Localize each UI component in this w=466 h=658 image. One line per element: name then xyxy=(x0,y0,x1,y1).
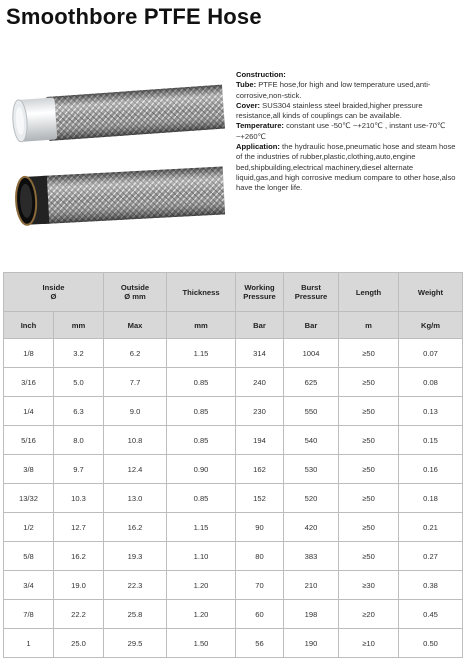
table-cell: 0.85 xyxy=(167,397,236,426)
cover-spec: Cover: SUS304 stainless steel braided,higher pressure resistance,all kinds of couplings can be available. xyxy=(236,100,423,121)
tube-spec: Tube: PTFE hose,for high and low temperature used,anti-corrosive,non-stick. xyxy=(236,80,431,100)
table-cell: 3/8 xyxy=(4,455,54,484)
table-cell: 1 xyxy=(4,629,54,658)
table-cell: ≥50 xyxy=(339,339,399,368)
table-cell: 16.2 xyxy=(104,513,167,542)
table-cell: ≥30 xyxy=(339,571,399,600)
header-length: Length xyxy=(339,273,399,312)
table-cell: 90 xyxy=(236,513,284,542)
table-cell: 152 xyxy=(236,484,284,513)
unit-max: Max xyxy=(104,312,167,339)
table-cell: 3/4 xyxy=(4,571,54,600)
table-cell: 25.0 xyxy=(54,629,104,658)
table-row xyxy=(4,542,463,571)
table-cell: 0.85 xyxy=(167,368,236,397)
table-cell: 5/8 xyxy=(4,542,54,571)
table-cell: 1.20 xyxy=(167,600,236,629)
table-row xyxy=(4,368,463,397)
table-cell: 0.08 xyxy=(399,368,463,397)
table-cell: 8.0 xyxy=(54,426,104,455)
table-cell: 625 xyxy=(284,368,339,397)
table-cell: 1.15 xyxy=(167,513,236,542)
table-cell: 194 xyxy=(236,426,284,455)
table-cell: 3.2 xyxy=(54,339,104,368)
table-cell: 0.18 xyxy=(399,484,463,513)
table-cell: 29.5 xyxy=(104,629,167,658)
table-cell: 530 xyxy=(284,455,339,484)
table-cell: 12.7 xyxy=(54,513,104,542)
table-cell: 0.13 xyxy=(399,397,463,426)
table-row xyxy=(4,397,463,426)
table-cell: 314 xyxy=(236,339,284,368)
table-cell: 1/8 xyxy=(4,339,54,368)
table-cell: 6.3 xyxy=(54,397,104,426)
table-cell: 6.2 xyxy=(104,339,167,368)
table-cell: 7.7 xyxy=(104,368,167,397)
header-outside: Outside Ø mm xyxy=(104,273,167,312)
table-row xyxy=(4,600,463,629)
table-cell: 19.3 xyxy=(104,542,167,571)
table-cell: 190 xyxy=(284,629,339,658)
table-cell: 0.85 xyxy=(167,426,236,455)
upper-hose-image xyxy=(11,85,225,144)
product-description xyxy=(236,70,462,194)
table-cell: 1004 xyxy=(284,339,339,368)
unit-weight: Kg/m xyxy=(399,312,463,339)
table-cell: 5/16 xyxy=(4,426,54,455)
table-cell: 10.8 xyxy=(104,426,167,455)
table-cell: 80 xyxy=(236,542,284,571)
unit-working-bar: Bar xyxy=(236,312,284,339)
table-cell: 25.8 xyxy=(104,600,167,629)
table-cell: 12.4 xyxy=(104,455,167,484)
header-inside: Inside Ø xyxy=(4,273,104,312)
table-cell: ≥20 xyxy=(339,600,399,629)
table-cell: 5.0 xyxy=(54,368,104,397)
table-cell: 22.3 xyxy=(104,571,167,600)
table-row xyxy=(4,455,463,484)
spec-table-body xyxy=(4,339,463,658)
table-cell: 13/32 xyxy=(4,484,54,513)
table-cell: 1.15 xyxy=(167,339,236,368)
unit-mm: mm xyxy=(54,312,104,339)
table-row xyxy=(4,629,463,658)
table-cell: 383 xyxy=(284,542,339,571)
table-cell: ≥50 xyxy=(339,426,399,455)
header-working-pressure: Working Pressure xyxy=(236,273,284,312)
table-cell: 1.20 xyxy=(167,571,236,600)
unit-thickness-mm: mm xyxy=(167,312,236,339)
table-cell: ≥10 xyxy=(339,629,399,658)
lower-hose-image xyxy=(15,166,225,225)
table-cell: ≥50 xyxy=(339,484,399,513)
table-cell: ≥50 xyxy=(339,455,399,484)
table-cell: ≥50 xyxy=(339,542,399,571)
table-cell: ≥50 xyxy=(339,368,399,397)
table-cell: 19.0 xyxy=(54,571,104,600)
table-cell: 60 xyxy=(236,600,284,629)
table-cell: 540 xyxy=(284,426,339,455)
table-cell: ≥50 xyxy=(339,397,399,426)
spec-table xyxy=(3,272,463,658)
table-cell: 0.90 xyxy=(167,455,236,484)
table-cell: 198 xyxy=(284,600,339,629)
table-cell: 9.7 xyxy=(54,455,104,484)
header-thickness: Thickness xyxy=(167,273,236,312)
table-cell: 22.2 xyxy=(54,600,104,629)
application-spec: Application: the hydraulic hose,pneumatic hose and steam hose of the industries of rubber,plastic,clothing,auto,engine bed,shipbuilding,electrical machinery,diesel alternate liquid,gas,and high corrosive medium compare to other hose,also have the longer life. xyxy=(236,142,456,193)
construction-heading: Construction: xyxy=(236,70,286,79)
table-cell: 3/16 xyxy=(4,368,54,397)
table-cell: 210 xyxy=(284,571,339,600)
table-row xyxy=(4,513,463,542)
table-cell: 0.50 xyxy=(399,629,463,658)
temperature-spec: Temperature: constant use -50℃ ~+210℃ , instant use-70℃ ~+260℃ xyxy=(236,121,446,141)
table-cell: 0.16 xyxy=(399,455,463,484)
hose-product-image xyxy=(8,78,230,234)
table-cell: 56 xyxy=(236,629,284,658)
table-cell: 0.21 xyxy=(399,513,463,542)
table-row xyxy=(4,426,463,455)
table-cell: 0.85 xyxy=(167,484,236,513)
table-cell: 10.3 xyxy=(54,484,104,513)
table-cell: 0.27 xyxy=(399,542,463,571)
unit-burst-bar: Bar xyxy=(284,312,339,339)
table-cell: 550 xyxy=(284,397,339,426)
table-cell: 16.2 xyxy=(54,542,104,571)
table-row xyxy=(4,484,463,513)
table-cell: 420 xyxy=(284,513,339,542)
table-row xyxy=(4,571,463,600)
table-cell: 0.38 xyxy=(399,571,463,600)
table-cell: 13.0 xyxy=(104,484,167,513)
table-cell: 0.07 xyxy=(399,339,463,368)
unit-length-m: m xyxy=(339,312,399,339)
table-cell: 0.45 xyxy=(399,600,463,629)
table-cell: 1/4 xyxy=(4,397,54,426)
table-cell: 7/8 xyxy=(4,600,54,629)
table-cell: 70 xyxy=(236,571,284,600)
unit-inch: Inch xyxy=(4,312,54,339)
table-cell: ≥50 xyxy=(339,513,399,542)
header-weight: Weight xyxy=(399,273,463,312)
table-cell: 1.50 xyxy=(167,629,236,658)
table-cell: 230 xyxy=(236,397,284,426)
table-cell: 240 xyxy=(236,368,284,397)
table-row xyxy=(4,339,463,368)
header-burst-pressure: Burst Pressure xyxy=(284,273,339,312)
table-cell: 162 xyxy=(236,455,284,484)
page-title: Smoothbore PTFE Hose xyxy=(6,4,262,29)
table-cell: 9.0 xyxy=(104,397,167,426)
table-cell: 1.10 xyxy=(167,542,236,571)
table-cell: 0.15 xyxy=(399,426,463,455)
table-cell: 520 xyxy=(284,484,339,513)
table-cell: 1/2 xyxy=(4,513,54,542)
